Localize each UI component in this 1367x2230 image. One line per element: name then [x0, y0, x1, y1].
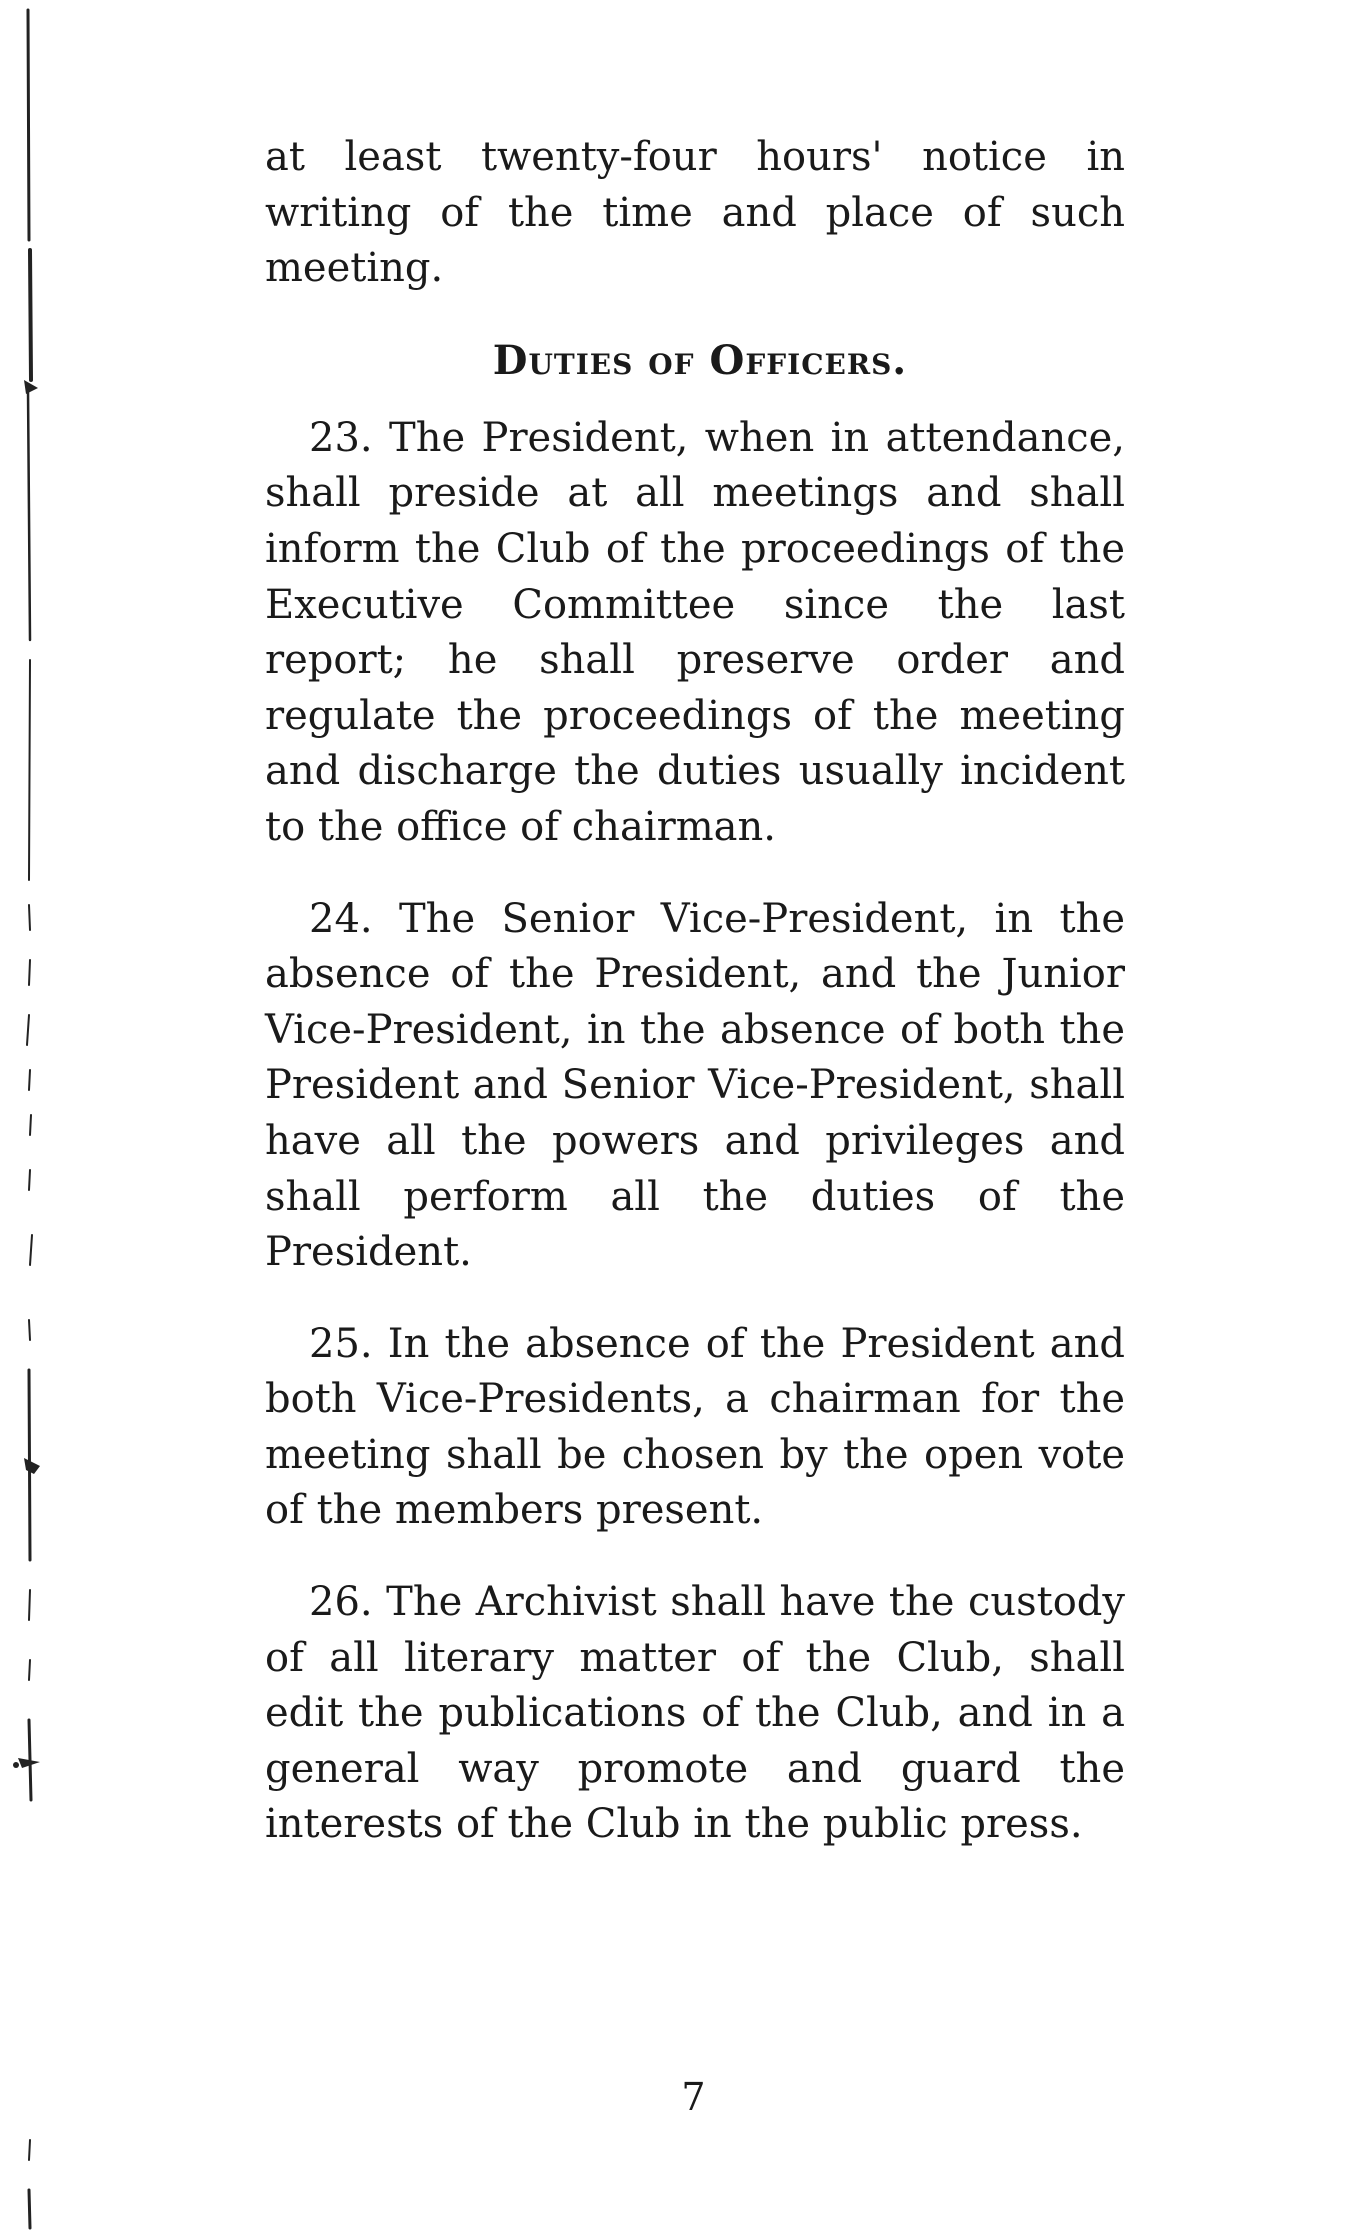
paragraph-24: 24. The Senior Vice-President, in the absence of the President, and the Junior Vice-President, in the absence of both the President and Senior Vice-President, shall have all the powers and privileges and shall perform all the duties of the President.	[265, 895, 1125, 1276]
page-number: 7	[681, 2075, 706, 2119]
binding-edge-marks	[0, 0, 60, 2230]
section-heading: Duties of Officers.	[492, 336, 908, 384]
paragraph-25: 25. In the absence of the President and both Vice-Presidents, a chairman for the meeting shall be chosen by the open vote of the members present.	[265, 1320, 1125, 1534]
page-body	[265, 130, 1125, 1853]
opening-paragraph: at least twenty-four hours' notice in writing of the time and place of such meeting.	[265, 134, 1125, 292]
paragraph-23: 23. The President, when in attendance, shall preside at all meetings and shall inform the Club of the proceedings of the Executive Committee since the last report; he shall preserve order and regulate the proceedings of the meeting and discharge the duties usually incident to the office of chairman.	[265, 414, 1125, 850]
paragraph-26: 26. The Archivist shall have the custody of all literary matter of the Club, shall edit the publications of the Club, and in a general way promote and guard the interests of the Club in the public press.	[265, 1579, 1125, 1848]
